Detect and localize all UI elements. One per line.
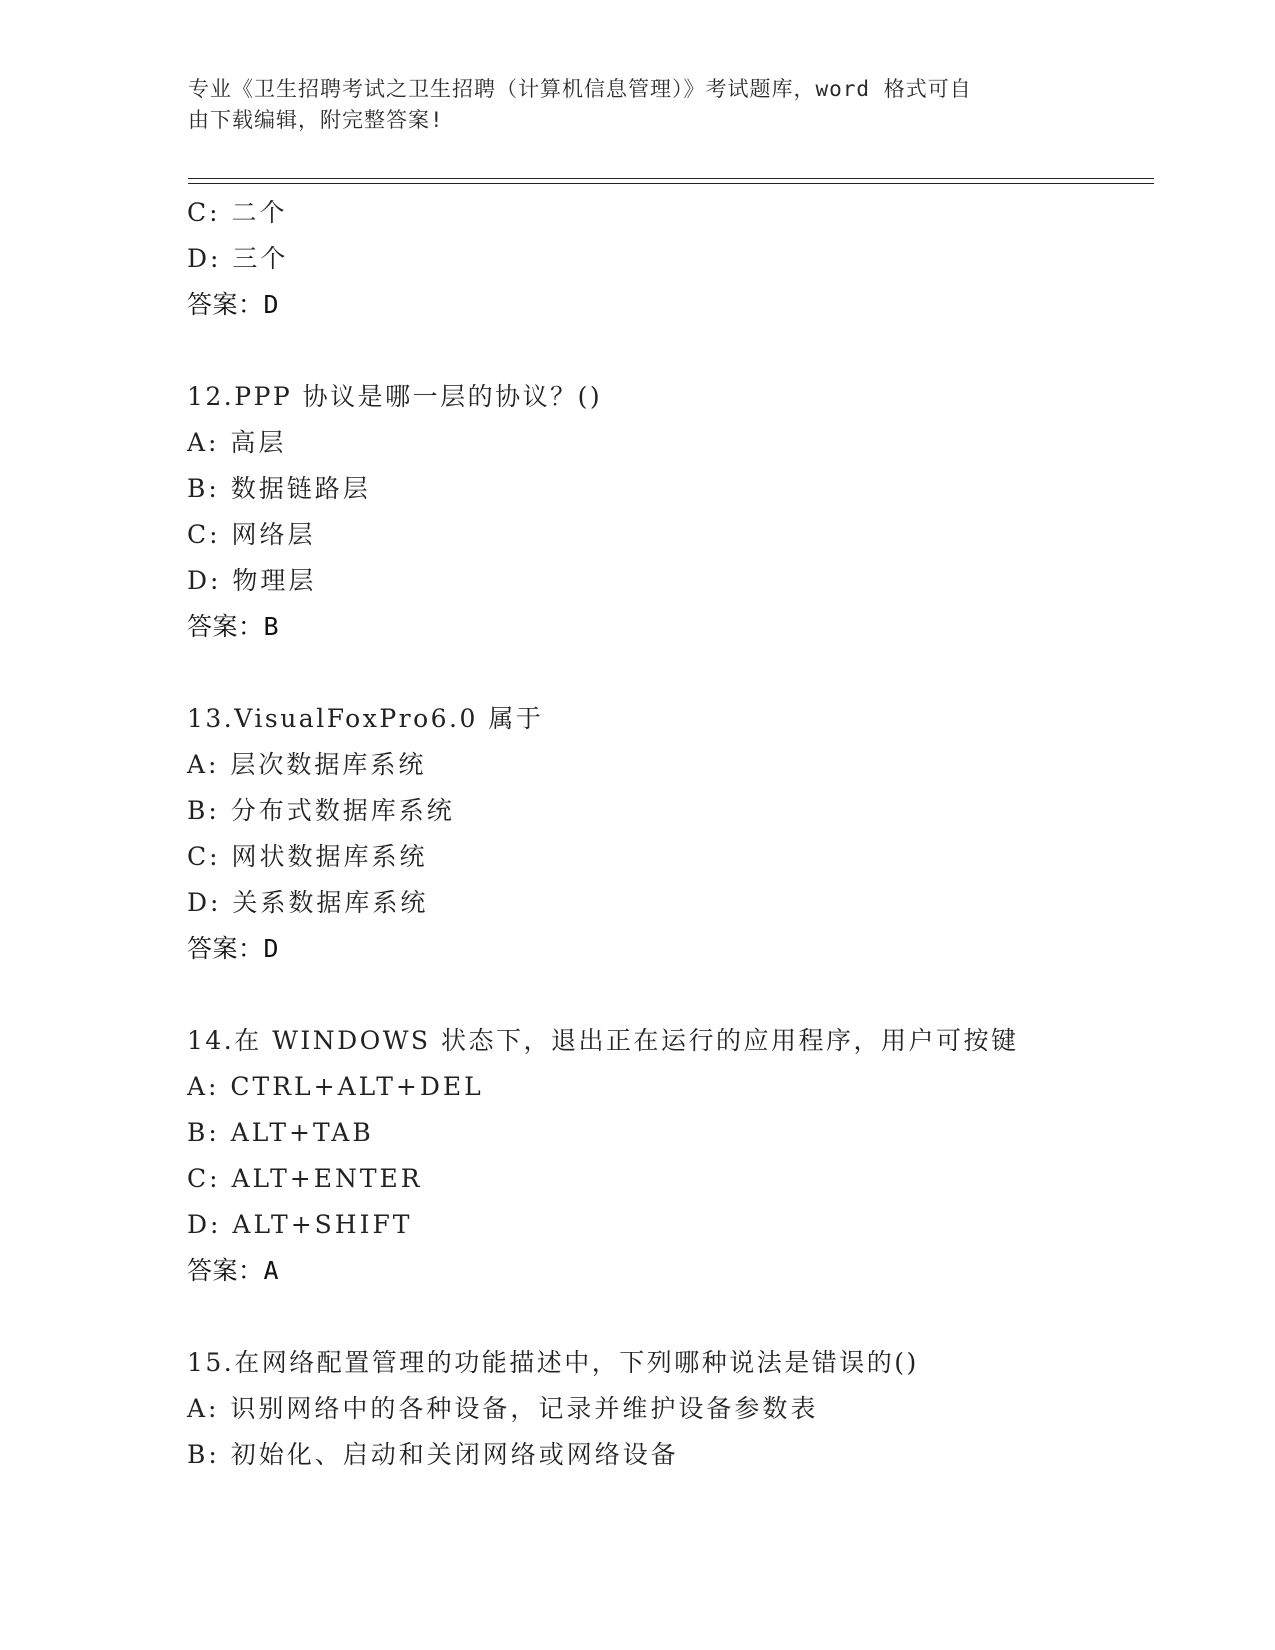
option-a: A: 识别网络中的各种设备，记录并维护设备参数表	[187, 1394, 819, 1423]
option-d: D: 物理层	[187, 566, 317, 595]
header-line-2: 由下载编辑，附完整答案!	[188, 108, 444, 132]
option-c: C: ALT+ENTER	[187, 1164, 423, 1193]
option-b: B: ALT+TAB	[187, 1118, 374, 1147]
option-d: D: 关系数据库系统	[187, 888, 429, 917]
header-divider-bottom	[188, 183, 1154, 184]
answer: 答案：A	[187, 1256, 280, 1285]
answer: 答案：B	[187, 612, 280, 641]
option-c: C: 网状数据库系统	[187, 842, 428, 871]
question-title: 15.在网络配置管理的功能描述中，下列哪种说法是错误的()	[187, 1348, 919, 1377]
question-title: 14.在 WINDOWS 状态下，退出正在运行的应用程序，用户可按键	[187, 1026, 1019, 1055]
option-c: C: 网络层	[187, 520, 316, 549]
header-line-1: 专业《卫生招聘考试之卫生招聘（计算机信息管理）》考试题库，word 格式可自	[188, 77, 972, 101]
option-b: B: 数据链路层	[187, 474, 371, 503]
question-12	[187, 374, 1147, 650]
question-title: 12.PPP 协议是哪一层的协议？()	[187, 382, 603, 411]
question-15	[187, 1340, 1147, 1478]
question-14	[187, 1018, 1147, 1294]
document-header	[188, 74, 1068, 136]
option-c: C: 二个	[187, 198, 288, 227]
option-a: A: 层次数据库系统	[187, 750, 427, 779]
question-list	[187, 190, 1147, 1478]
option-d: D: 三个	[187, 244, 289, 273]
question-11	[187, 190, 1147, 328]
answer: 答案：D	[187, 934, 280, 963]
option-b: B: 初始化、启动和关闭网络或网络设备	[187, 1440, 679, 1469]
question-title: 13.VisualFoxPro6.0 属于	[187, 704, 544, 733]
option-a: A: CTRL+ALT+DEL	[187, 1072, 484, 1101]
option-a: A: 高层	[187, 428, 287, 457]
option-b: B: 分布式数据库系统	[187, 796, 455, 825]
question-13	[187, 696, 1147, 972]
option-d: D: ALT+SHIFT	[187, 1210, 413, 1239]
header-divider-top	[188, 178, 1154, 179]
answer: 答案：D	[187, 290, 280, 319]
